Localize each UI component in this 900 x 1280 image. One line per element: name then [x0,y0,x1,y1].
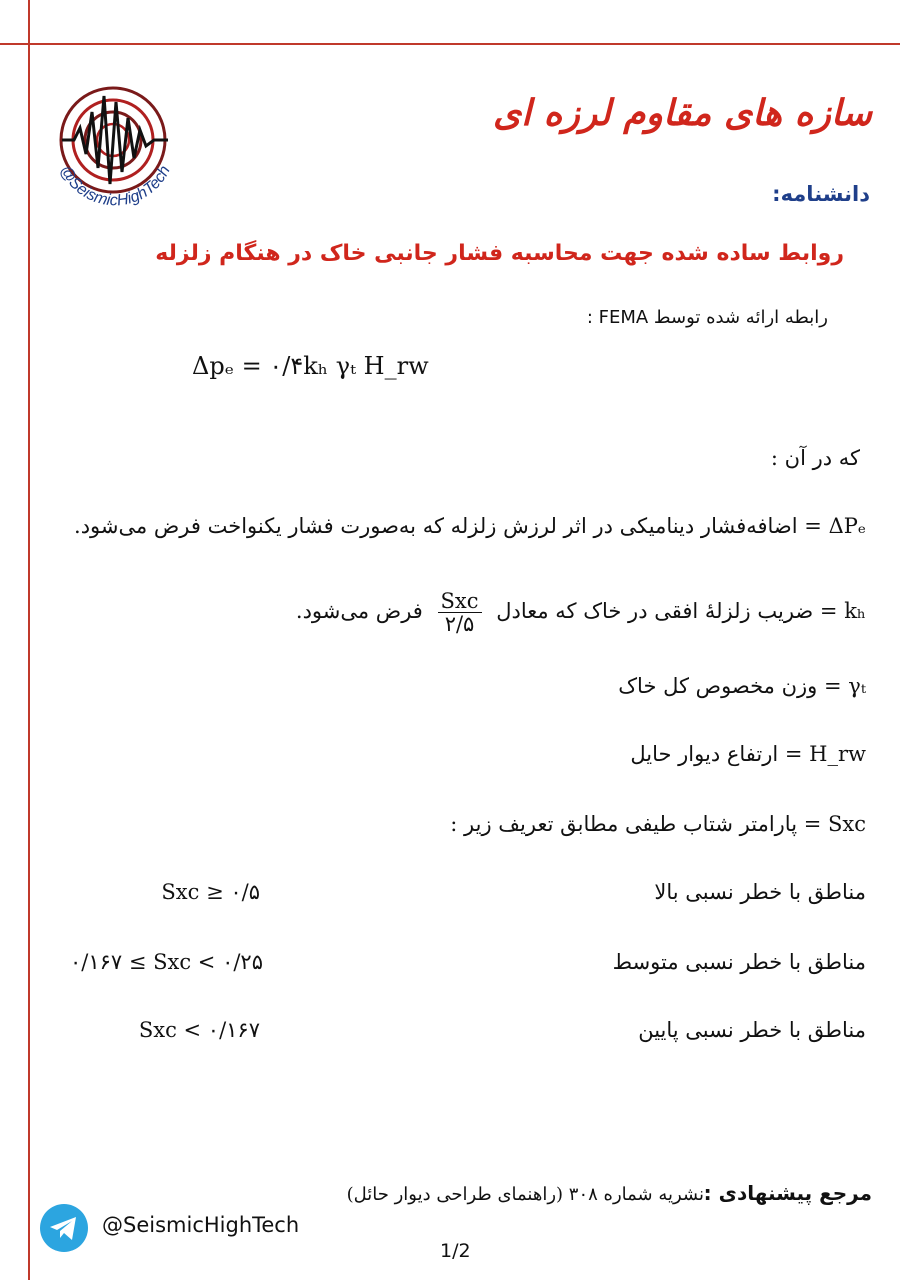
telegram-icon[interactable] [40,1204,88,1252]
brand-title: سازه های مقاوم لرزه ای [492,92,872,134]
definition-row: Sxc = پارامتر شتاب طیفی مطابق تعریف زیر : [450,812,866,836]
seismograph-logo-icon [50,72,180,237]
definition-symbol: γₜ [848,674,866,698]
zone-label: مناطق با خطر نسبی پایین [638,1018,866,1042]
zone-condition: Sxc ≥ ۰/۵ [161,880,260,904]
left-border-line [28,0,30,1280]
definition-text: فرض می‌شود. [295,599,423,624]
intro-text: رابطه ارائه شده توسط FEMA : [586,307,828,328]
definition-symbol: H_rw [809,742,866,766]
definition-text: اضافه‌فشار دینامیکی در اثر لرزش زلزله که به‌صورت فشار یکنواخت فرض می‌شود. [74,514,798,538]
zone-condition: ۰/۱۶۷ ≤ Sxc < ۰/۲۵ [70,950,263,974]
fraction [438,590,482,635]
page-title: روابط ساده شده جهت محاسبه فشار جانبی خاک در هنگام زلزله [155,241,844,266]
page-number: 1/2 [440,1240,471,1262]
reference-label: مرجع پیشنهادی : [703,1181,872,1205]
zone-label: مناطق با خطر نسبی بالا [654,880,866,904]
section-label: دانشنامه: [772,182,870,206]
definition-row: γₜ = وزن مخصوص کل خاک [618,674,866,698]
top-border-line [0,43,900,45]
definition-text: پارامتر شتاب طیفی مطابق تعریف زیر : [450,812,798,836]
logo-handle-text: @SeismicHighTech [56,162,174,210]
zone-label: مناطق با خطر نسبی متوسط [612,950,866,974]
definition-row: kₕ = ضریب زلزلهٔ افقی در خاک که معادل $\frac{\text{Sxc}}{۲/۵}$ فرض می‌شود. [295,589,866,637]
definition-symbol: ΔPₑ [828,514,866,538]
definition-symbol: kₕ [844,599,866,624]
definition-symbol: Sxc [828,812,866,836]
channel-handle[interactable]: @SeismicHighTech [102,1213,300,1237]
definition-row: H_rw = ارتفاع دیوار حایل [630,742,866,766]
fraction-numerator: Sxc [438,590,482,613]
definition-row: ΔPₑ = اضافه‌فشار دینامیکی در اثر لرزش زلزله که به‌صورت فشار یکنواخت فرض می‌شود. [74,514,866,538]
zone-condition: Sxc < ۰/۱۶۷ [138,1018,260,1042]
main-formula: Δpₑ = ۰/۴kₕ γₜ H_rw [192,352,429,380]
where-label: که در آن : [770,446,860,470]
definition-text: وزن مخصوص کل خاک [618,674,818,698]
fraction-denominator: ۲/۵ [444,612,475,637]
definition-text: ضریب زلزلهٔ افقی در خاک که معادل [496,599,814,624]
definition-text: ارتفاع دیوار حایل [630,742,779,766]
reference-text: نشریه شماره ۳۰۸ (راهنمای طراحی دیوار حائل) [346,1184,704,1205]
